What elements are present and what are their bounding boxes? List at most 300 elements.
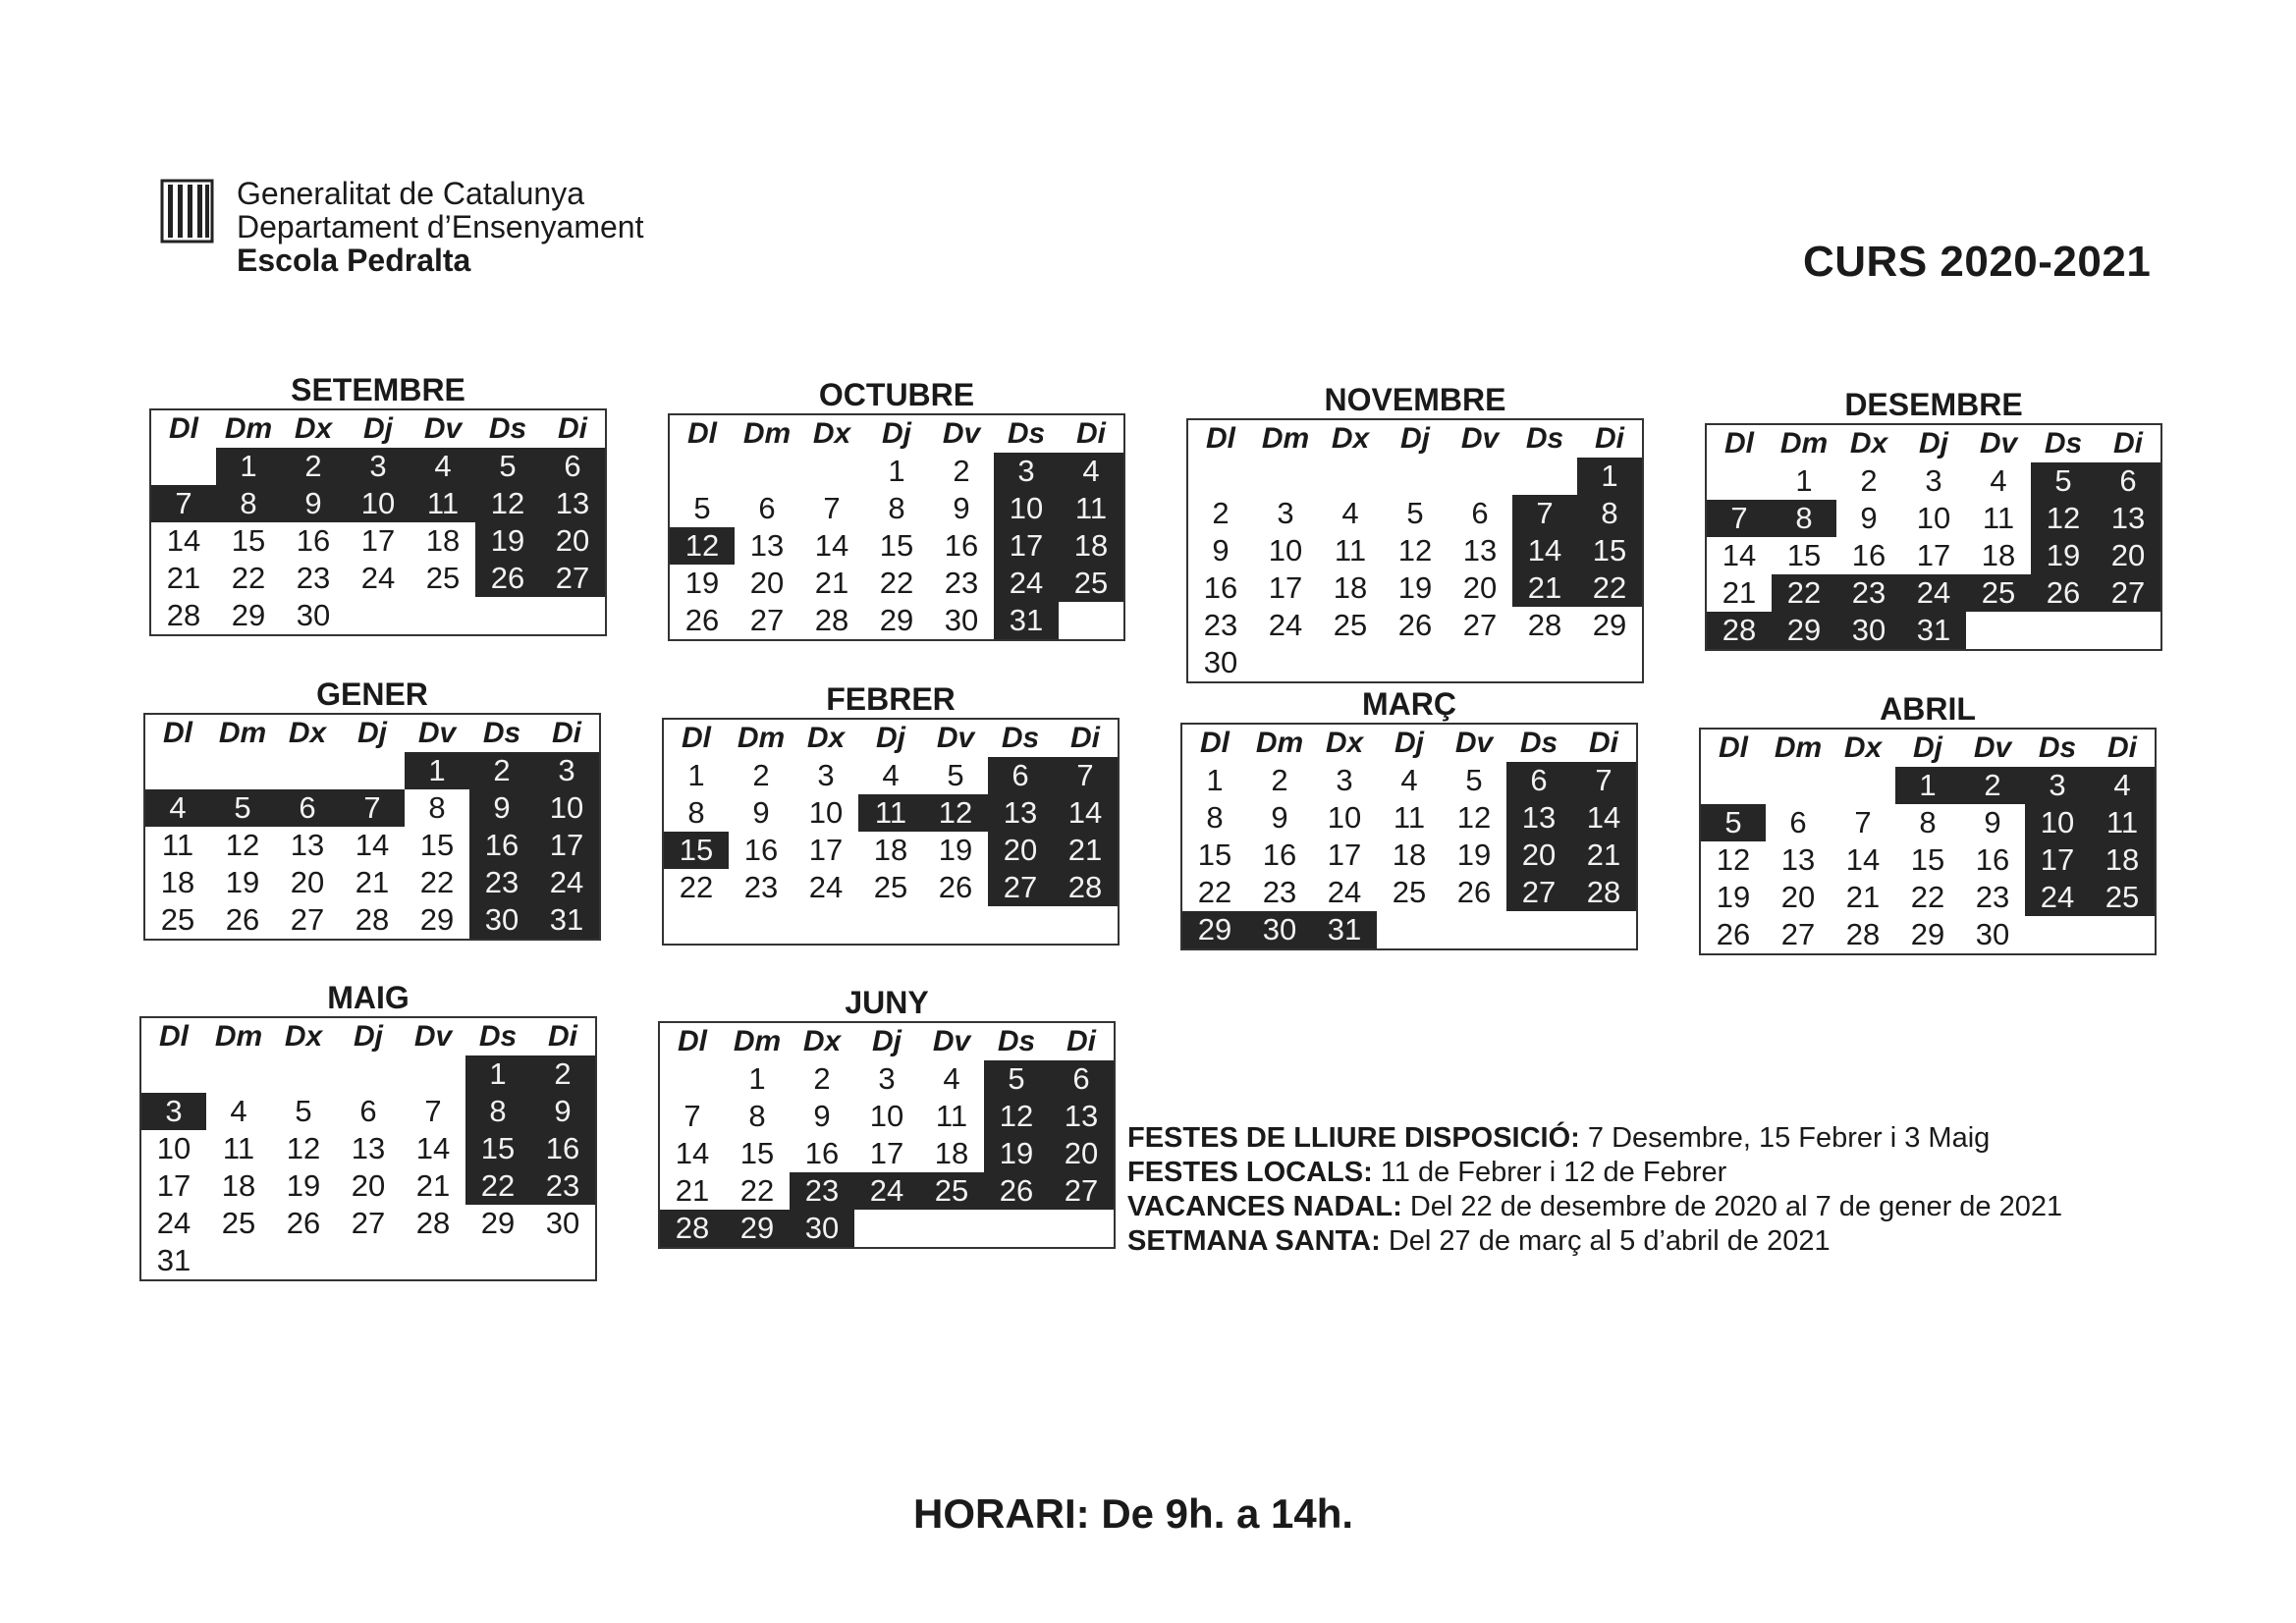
day-cell: 15 <box>1910 842 1945 877</box>
day-cell: 2 <box>1212 496 1230 530</box>
day-cell: 17 <box>869 1136 904 1170</box>
day-cell: 24 <box>1268 608 1303 642</box>
day-cell-holiday: 6 <box>988 757 1053 794</box>
month-title: SETEMBRE <box>291 372 465 407</box>
weekday-header-row <box>145 715 599 752</box>
month-desembre <box>1705 386 2162 651</box>
day-cell: 15 <box>879 528 914 563</box>
day-cell: 18 <box>221 1168 256 1203</box>
day-cell: 29 <box>480 1206 516 1240</box>
day-cell: 8 <box>687 795 705 830</box>
day-cell: 10 <box>156 1131 191 1165</box>
day-cell: 21 <box>166 561 201 595</box>
day-cell: 24 <box>1327 875 1362 909</box>
day-cell-holiday: 5 <box>984 1060 1049 1098</box>
week-row <box>670 565 1123 602</box>
generalitat-seal-icon <box>160 179 214 243</box>
weekday-label: Di <box>1076 417 1106 450</box>
empty-day-cell <box>2025 916 2090 953</box>
day-cell-holiday: 27 <box>540 560 605 597</box>
day-cell: 3 <box>817 758 835 792</box>
day-cell-holiday: 19 <box>475 522 540 560</box>
day-cell-holiday: 11 <box>2090 804 2155 841</box>
day-cell-holiday: 25 <box>2090 879 2155 916</box>
day-cell-holiday: 20 <box>540 522 605 560</box>
day-cell-holiday: 6 <box>275 789 340 827</box>
day-cell: 1 <box>748 1061 766 1096</box>
day-cell-holiday: 30 <box>1247 911 1312 948</box>
month-grid <box>1180 723 1638 950</box>
day-cell: 26 <box>225 902 260 937</box>
month-març <box>1180 685 1638 950</box>
empty-day-cell <box>1318 458 1383 495</box>
week-row <box>1701 767 2155 804</box>
weekday-label: Ds <box>1525 422 1564 455</box>
day-cell-holiday: 9 <box>530 1093 595 1130</box>
weekday-label: Ds <box>478 1020 518 1053</box>
day-cell: 22 <box>1197 875 1232 909</box>
day-cell: 18 <box>873 833 908 867</box>
day-cell-holiday: 3 <box>994 453 1059 490</box>
weekday-label: Dv <box>413 1020 453 1053</box>
week-row <box>141 1167 595 1205</box>
day-cell: 16 <box>1203 570 1238 605</box>
empty-day-cell <box>660 1060 725 1098</box>
weekday-label: Ds <box>2038 731 2077 764</box>
empty-day-cell <box>1377 911 1442 948</box>
day-cell: 26 <box>286 1206 321 1240</box>
weekday-label: Dx <box>806 722 846 754</box>
empty-day-cell <box>1059 602 1123 639</box>
day-cell: 8 <box>428 790 446 825</box>
day-cell: 24 <box>808 870 844 904</box>
weekday-header-row <box>1188 420 1642 458</box>
day-cell: 25 <box>221 1206 256 1240</box>
weekday-label: Dx <box>1331 422 1370 455</box>
day-cell: 20 <box>749 566 785 600</box>
day-cell: 16 <box>743 833 779 867</box>
day-cell: 10 <box>1916 501 1951 535</box>
week-row <box>1707 462 2160 500</box>
day-cell: 11 <box>161 828 194 862</box>
empty-day-cell <box>1571 911 1636 948</box>
day-cell-holiday: 13 <box>540 485 605 522</box>
day-cell-holiday: 2 <box>281 448 346 485</box>
day-cell-holiday: 1 <box>465 1055 530 1093</box>
weekday-header-row <box>664 720 1118 757</box>
day-cell-holiday: 25 <box>1059 565 1123 602</box>
empty-day-cell <box>336 1055 401 1093</box>
day-cell: 2 <box>1860 463 1878 498</box>
day-cell: 26 <box>684 603 720 637</box>
week-row <box>1188 569 1642 607</box>
weekday-header-row <box>1707 425 2160 462</box>
day-cell: 20 <box>1780 880 1816 914</box>
day-cell: 14 <box>675 1136 710 1170</box>
day-cell: 16 <box>296 523 331 558</box>
day-cell-holiday: 13 <box>1506 799 1571 837</box>
day-cell-holiday: 10 <box>994 490 1059 527</box>
weekday-label: Ds <box>997 1025 1036 1057</box>
day-cell: 25 <box>160 902 195 937</box>
day-cell-holiday: 21 <box>1571 837 1636 874</box>
day-cell: 25 <box>425 561 461 595</box>
weekday-label: Di <box>2107 731 2137 764</box>
day-cell: 9 <box>1271 800 1288 835</box>
day-cell-holiday: 12 <box>670 527 735 565</box>
day-cell: 8 <box>888 491 905 525</box>
day-cell: 12 <box>1456 800 1492 835</box>
day-cell-holiday: 17 <box>534 827 599 864</box>
day-cell: 7 <box>424 1094 442 1128</box>
day-cell: 15 <box>739 1136 775 1170</box>
week-row <box>145 901 599 939</box>
day-cell-holiday: 21 <box>1512 569 1577 607</box>
weekday-header-row <box>141 1018 595 1055</box>
day-cell: 19 <box>225 865 260 899</box>
weekday-label: Ds <box>2044 427 2083 460</box>
day-cell-holiday: 5 <box>475 448 540 485</box>
week-row <box>660 1060 1114 1098</box>
week-row <box>141 1093 595 1130</box>
day-cell: 6 <box>1789 805 1807 839</box>
day-cell: 12 <box>1397 533 1433 568</box>
day-cell-holiday: 27 <box>988 869 1053 906</box>
empty-day-cell <box>210 752 275 789</box>
day-cell-holiday: 30 <box>469 901 534 939</box>
day-cell-holiday: 28 <box>1571 874 1636 911</box>
day-cell-holiday: 1 <box>1895 767 1960 804</box>
day-cell: 17 <box>1268 570 1303 605</box>
weekday-label: Dx <box>294 412 333 445</box>
week-row <box>664 832 1118 869</box>
weekday-label: Dx <box>284 1020 323 1053</box>
day-cell: 1 <box>888 454 905 488</box>
day-cell-holiday: 29 <box>1182 911 1247 948</box>
day-cell: 11 <box>222 1131 255 1165</box>
month-grid <box>1699 728 2157 955</box>
day-cell-holiday: 5 <box>210 789 275 827</box>
empty-day-cell <box>271 1242 336 1279</box>
day-cell: 23 <box>296 561 331 595</box>
day-cell: 16 <box>1262 838 1297 872</box>
day-cell: 3 <box>1277 496 1294 530</box>
day-cell: 1 <box>687 758 705 792</box>
day-cell-holiday: 14 <box>1512 532 1577 569</box>
day-cell-holiday: 7 <box>1571 762 1636 799</box>
day-cell: 14 <box>1722 538 1757 572</box>
month-title: FEBRER <box>826 681 956 717</box>
empty-day-cell <box>340 752 405 789</box>
day-cell: 9 <box>1984 805 2001 839</box>
day-cell-holiday: 12 <box>923 794 988 832</box>
week-row <box>1182 874 1636 911</box>
day-cell-holiday: 31 <box>534 901 599 939</box>
day-cell-holiday: 13 <box>1049 1098 1114 1135</box>
empty-day-cell <box>206 1055 271 1093</box>
weekday-label: Dj <box>1400 422 1430 455</box>
day-cell-holiday: 29 <box>1772 612 1836 649</box>
empty-day-cell <box>401 1055 465 1093</box>
day-cell-holiday: 26 <box>984 1172 1049 1210</box>
day-cell: 22 <box>739 1173 775 1208</box>
month-octubre <box>668 376 1125 641</box>
empty-day-cell <box>1506 911 1571 948</box>
day-cell: 16 <box>804 1136 840 1170</box>
day-cell: 13 <box>749 528 785 563</box>
day-cell-holiday: 1 <box>1577 458 1642 495</box>
month-grid <box>668 413 1125 641</box>
day-cell: 4 <box>1990 463 2007 498</box>
day-cell: 27 <box>749 603 785 637</box>
day-cell: 7 <box>1854 805 1872 839</box>
week-row <box>151 522 605 560</box>
empty-day-cell <box>1512 644 1577 681</box>
empty-day-cell <box>919 1210 984 1247</box>
weekday-label: Dm <box>1779 427 1829 460</box>
weekday-label: Dm <box>1255 727 1304 759</box>
day-cell: 26 <box>1716 917 1751 951</box>
month-title: GENER <box>316 676 428 712</box>
org-name: Generalitat de Catalunya <box>237 176 584 211</box>
day-cell-holiday: 28 <box>660 1210 725 1247</box>
empty-day-cell <box>410 597 475 634</box>
month-grid <box>658 1021 1116 1249</box>
day-cell-holiday: 26 <box>475 560 540 597</box>
day-cell: 14 <box>355 828 390 862</box>
empty-day-cell <box>1766 767 1831 804</box>
day-cell-holiday: 30 <box>1836 612 1901 649</box>
day-cell: 2 <box>953 454 970 488</box>
day-cell: 10 <box>1268 533 1303 568</box>
day-cell: 5 <box>693 491 711 525</box>
empty-day-cell <box>1253 458 1318 495</box>
empty-day-cell <box>475 597 540 634</box>
day-cell: 8 <box>1919 805 1937 839</box>
day-cell: 10 <box>1327 800 1362 835</box>
weekday-label: Dm <box>737 722 786 754</box>
day-cell: 28 <box>166 598 201 632</box>
day-cell-holiday: 13 <box>988 794 1053 832</box>
week-row <box>660 1210 1114 1247</box>
day-cell-holiday: 27 <box>1506 874 1571 911</box>
day-cell-holiday: 4 <box>2090 767 2155 804</box>
weekday-label: Dl <box>1200 727 1230 759</box>
week-row <box>664 757 1118 794</box>
week-row <box>664 794 1118 832</box>
day-cell: 28 <box>814 603 849 637</box>
day-cell: 4 <box>1341 496 1359 530</box>
day-cell: 19 <box>938 833 973 867</box>
day-cell: 14 <box>1845 842 1881 877</box>
day-cell: 28 <box>355 902 390 937</box>
day-cell: 15 <box>231 523 266 558</box>
day-cell-holiday: 16 <box>469 827 534 864</box>
day-cell: 3 <box>1336 763 1353 797</box>
weekday-header-row <box>670 415 1123 453</box>
day-cell: 16 <box>944 528 979 563</box>
empty-day-cell <box>465 1242 530 1279</box>
empty-day-cell <box>540 597 605 634</box>
day-cell-holiday: 15 <box>1577 532 1642 569</box>
weekday-label: Dj <box>1394 727 1424 759</box>
empty-day-cell <box>141 1055 206 1093</box>
week-row <box>145 864 599 901</box>
day-cell-holiday: 1 <box>405 752 469 789</box>
weekday-label: Dx <box>1849 427 1888 460</box>
day-cell-holiday: 6 <box>1506 762 1571 799</box>
month-grid <box>662 718 1120 946</box>
empty-day-cell <box>2031 612 2096 649</box>
empty-day-cell <box>854 1210 919 1247</box>
day-cell: 2 <box>1271 763 1288 797</box>
empty-day-cell <box>1707 462 1772 500</box>
day-cell-holiday: 14 <box>1571 799 1636 837</box>
day-cell-holiday: 20 <box>1049 1135 1114 1172</box>
weekday-label: Dm <box>1774 731 1823 764</box>
empty-day-cell <box>1448 458 1512 495</box>
empty-day-cell <box>1188 458 1253 495</box>
day-cell-holiday: 15 <box>465 1130 530 1167</box>
weekday-label: Dj <box>872 1025 902 1057</box>
day-cell-holiday: 8 <box>216 485 281 522</box>
month-abril <box>1699 690 2157 955</box>
month-title: OCTUBRE <box>818 377 975 412</box>
day-cell: 11 <box>1334 533 1367 568</box>
week-row <box>1182 799 1636 837</box>
day-cell-holiday: 3 <box>346 448 410 485</box>
month-maig <box>139 979 597 1281</box>
weekday-label: Dl <box>169 412 198 445</box>
empty-day-cell <box>2090 916 2155 953</box>
weekday-label: Dl <box>1719 731 1748 764</box>
weekday-label: Di <box>1595 422 1624 455</box>
day-cell: 5 <box>947 758 964 792</box>
weekday-header-row <box>660 1023 1114 1060</box>
day-cell-holiday: 10 <box>2025 804 2090 841</box>
day-cell: 28 <box>415 1206 451 1240</box>
week-row <box>1182 837 1636 874</box>
empty-day-cell <box>670 453 735 490</box>
day-cell: 15 <box>419 828 455 862</box>
week-row <box>1701 841 2155 879</box>
week-row <box>151 448 605 485</box>
empty-day-cell <box>1577 644 1642 681</box>
week-row <box>1188 644 1642 681</box>
weekday-label: Dm <box>218 717 267 749</box>
day-cell-holiday: 5 <box>1701 804 1766 841</box>
day-cell-holiday: 8 <box>1577 495 1642 532</box>
day-cell: 4 <box>943 1061 960 1096</box>
day-cell: 14 <box>415 1131 451 1165</box>
day-cell: 24 <box>360 561 396 595</box>
day-cell: 21 <box>814 566 849 600</box>
empty-day-cell <box>530 1242 595 1279</box>
month-setembre <box>149 371 607 636</box>
day-cell: 9 <box>953 491 970 525</box>
day-cell-holiday: 20 <box>988 832 1053 869</box>
day-cell-holiday: 6 <box>2096 462 2160 500</box>
weekday-label: Ds <box>1519 727 1558 759</box>
day-cell: 11 <box>935 1099 968 1133</box>
day-cell-holiday: 10 <box>346 485 410 522</box>
day-cell: 25 <box>1333 608 1368 642</box>
day-cell-holiday: 22 <box>1772 574 1836 612</box>
day-cell-holiday: 18 <box>1059 527 1123 565</box>
weekday-label: Dm <box>742 417 792 450</box>
day-cell-holiday: 27 <box>1049 1172 1114 1210</box>
month-title: MAIG <box>327 980 410 1015</box>
day-cell: 10 <box>808 795 844 830</box>
weekday-label: Dj <box>354 1020 383 1053</box>
empty-day-cell <box>1966 612 2031 649</box>
day-cell: 10 <box>869 1099 904 1133</box>
month-title: ABRIL <box>1880 691 1976 727</box>
note-lliure-disposicio: FESTES DE LLIURE DISPOSICIÓ: 7 Desembre, 15 Febrer i 3 Maig <box>1127 1122 1991 1154</box>
day-cell: 9 <box>752 795 770 830</box>
day-cell: 20 <box>290 865 325 899</box>
day-cell-holiday: 12 <box>475 485 540 522</box>
day-cell-holiday: 12 <box>984 1098 1049 1135</box>
day-cell: 17 <box>1327 838 1362 872</box>
month-grid <box>149 408 607 636</box>
day-cell: 22 <box>419 865 455 899</box>
day-cell-holiday: 6 <box>540 448 605 485</box>
day-cell-holiday: 16 <box>530 1130 595 1167</box>
day-cell: 22 <box>231 561 266 595</box>
weekday-label: Dv <box>1460 422 1500 455</box>
school-name: Escola Pedralta <box>237 243 471 278</box>
day-cell-holiday: 30 <box>790 1210 854 1247</box>
weekday-label: Dx <box>1325 727 1364 759</box>
day-cell: 1 <box>1795 463 1813 498</box>
weekday-label: Ds <box>1001 722 1040 754</box>
day-cell: 5 <box>295 1094 312 1128</box>
weekday-label: Dj <box>882 417 911 450</box>
weekday-label: Dv <box>942 417 981 450</box>
week-row <box>151 560 605 597</box>
day-cell: 9 <box>1860 501 1878 535</box>
week-row <box>670 527 1123 565</box>
day-cell: 23 <box>944 566 979 600</box>
weekday-label: Ds <box>482 717 521 749</box>
day-cell: 12 <box>286 1131 321 1165</box>
empty-day-cell <box>1383 644 1448 681</box>
day-cell: 17 <box>808 833 844 867</box>
week-row <box>145 827 599 864</box>
month-novembre <box>1186 381 1644 683</box>
day-cell: 29 <box>1910 917 1945 951</box>
weekday-label: Dj <box>876 722 905 754</box>
empty-day-cell <box>401 1242 465 1279</box>
week-row <box>141 1130 595 1167</box>
week-row <box>670 602 1123 639</box>
day-cell-holiday: 8 <box>1772 500 1836 537</box>
day-cell: 19 <box>1716 880 1751 914</box>
day-cell-holiday: 28 <box>1707 612 1772 649</box>
day-cell: 15 <box>1197 838 1232 872</box>
empty-day-cell <box>1049 1210 1114 1247</box>
day-cell: 24 <box>156 1206 191 1240</box>
day-cell: 13 <box>290 828 325 862</box>
weekday-label: Di <box>1589 727 1618 759</box>
day-cell-holiday: 27 <box>2096 574 2160 612</box>
day-cell: 20 <box>351 1168 386 1203</box>
day-cell: 21 <box>355 865 390 899</box>
week-row <box>1701 879 2155 916</box>
day-cell: 29 <box>1592 608 1627 642</box>
week-row <box>151 485 605 522</box>
